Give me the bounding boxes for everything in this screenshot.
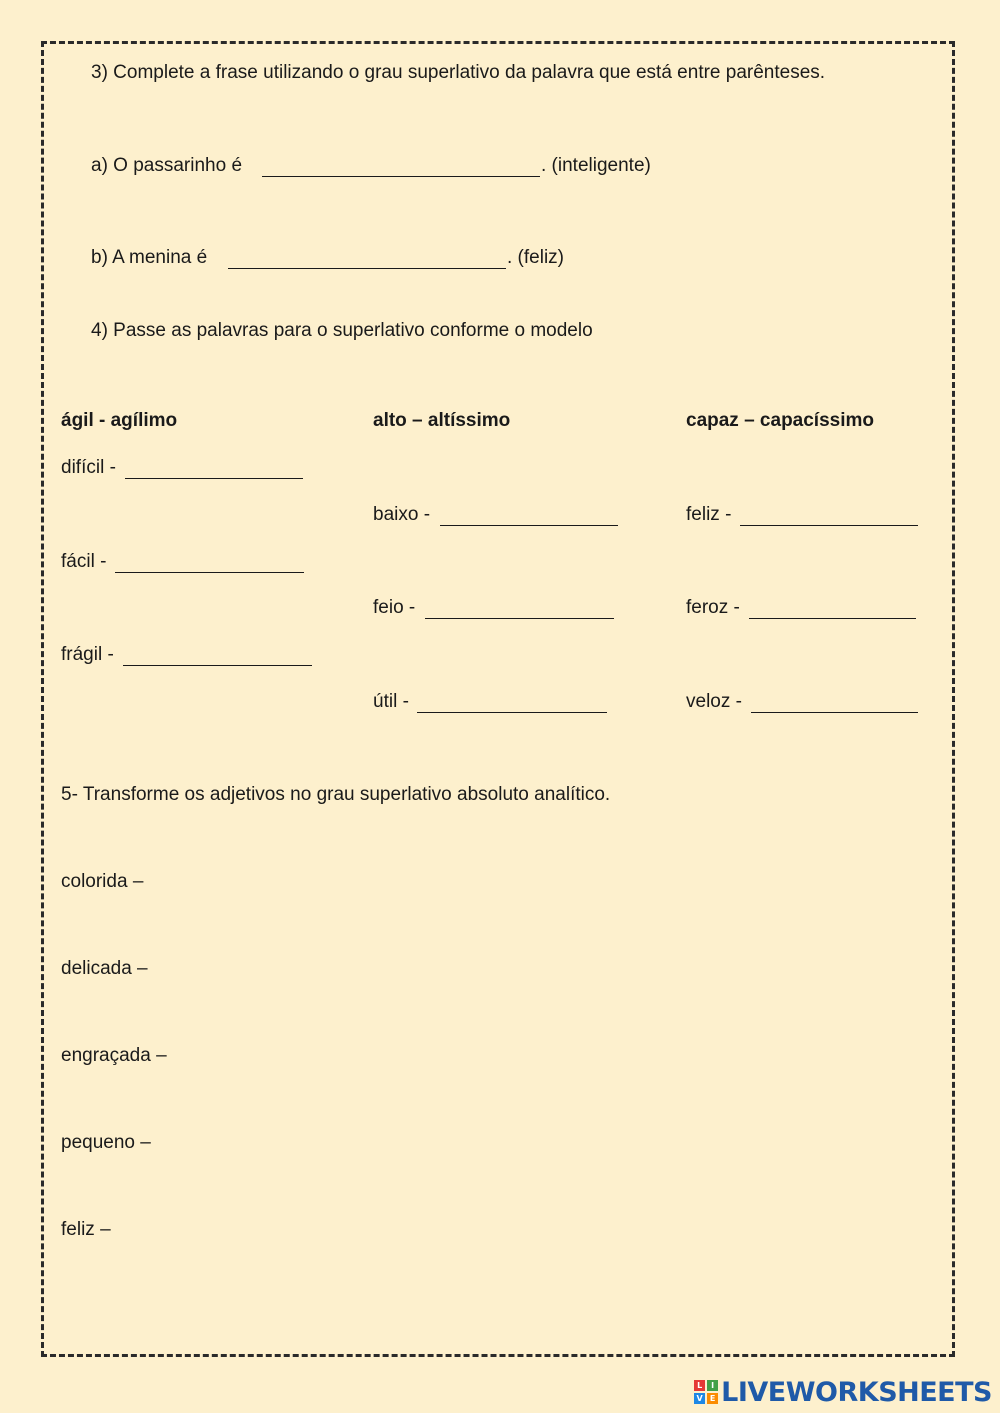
q4-col2-label-2: feio - <box>373 597 416 618</box>
q5-item-5: feliz – <box>61 1219 111 1240</box>
q5-item-3: engraçada – <box>61 1045 167 1066</box>
q4-col1-input-3[interactable] <box>123 645 312 666</box>
q4-col2-label-1: baixo - <box>373 504 431 525</box>
logo-letter-v: V <box>694 1393 705 1404</box>
q3-b-hint: . (feliz) <box>507 247 564 268</box>
q5-answer-input-4[interactable] <box>168 1130 768 1154</box>
q4-col2-label-3: útil - <box>373 691 409 712</box>
q5-item-4: pequeno – <box>61 1132 151 1153</box>
logo-icon <box>694 1380 718 1404</box>
q4-col1-label-3: frágil - <box>61 644 114 665</box>
q4-col2-input-2[interactable] <box>425 598 614 619</box>
logo-letter-e: E <box>707 1393 718 1404</box>
q5-answer-input-3[interactable] <box>184 1043 784 1067</box>
q4-model-1: ágil - agílimo <box>61 410 178 431</box>
q3-a-prefix: a) O passarinho é <box>91 155 243 176</box>
q4-col1-label-1: difícil - <box>61 457 116 478</box>
q5-item-1: colorida – <box>61 871 144 892</box>
q3-b-answer-input[interactable] <box>228 248 506 269</box>
q4-col3-input-3[interactable] <box>751 692 918 713</box>
q4-model-3: capaz – capacíssimo <box>686 410 874 431</box>
q4-col3-input-2[interactable] <box>749 598 916 619</box>
q4-title: 4) Passe as palavras para o superlativo conforme o modelo <box>91 320 593 341</box>
q4-col2-input-1[interactable] <box>440 505 618 526</box>
q4-col1-input-2[interactable] <box>115 552 304 573</box>
q4-col1-input-1[interactable] <box>125 458 303 479</box>
q5-answer-input-2[interactable] <box>164 956 764 980</box>
q4-col2-input-3[interactable] <box>417 692 607 713</box>
q4-model-2: alto – altíssimo <box>373 410 511 431</box>
q4-col3-input-1[interactable] <box>740 505 918 526</box>
q4-col3-label-1: feliz - <box>686 504 732 525</box>
logo-letter-l: L <box>694 1380 705 1391</box>
q4-col1-label-2: fácil - <box>61 551 107 572</box>
q5-answer-input-5[interactable] <box>124 1217 724 1241</box>
q4-col3-label-2: feroz - <box>686 597 740 618</box>
logo-text: LIVEWORKSHEETS <box>721 1376 992 1408</box>
q3-a-hint: . (inteligente) <box>541 155 651 176</box>
q3-b-prefix: b) A menina é <box>91 247 208 268</box>
q4-col3-label-3: veloz - <box>686 691 742 712</box>
q5-title: 5- Transforme os adjetivos no grau superlativo absoluto analítico. <box>61 784 611 805</box>
q5-item-2: delicada – <box>61 958 148 979</box>
liveworksheets-logo <box>694 1377 992 1407</box>
logo-letter-i: I <box>707 1380 718 1391</box>
q5-answer-input-1[interactable] <box>160 869 760 893</box>
q3-a-answer-input[interactable] <box>262 156 540 177</box>
q3-title: 3) Complete a frase utilizando o grau superlativo da palavra que está entre parênteses. <box>91 62 826 83</box>
